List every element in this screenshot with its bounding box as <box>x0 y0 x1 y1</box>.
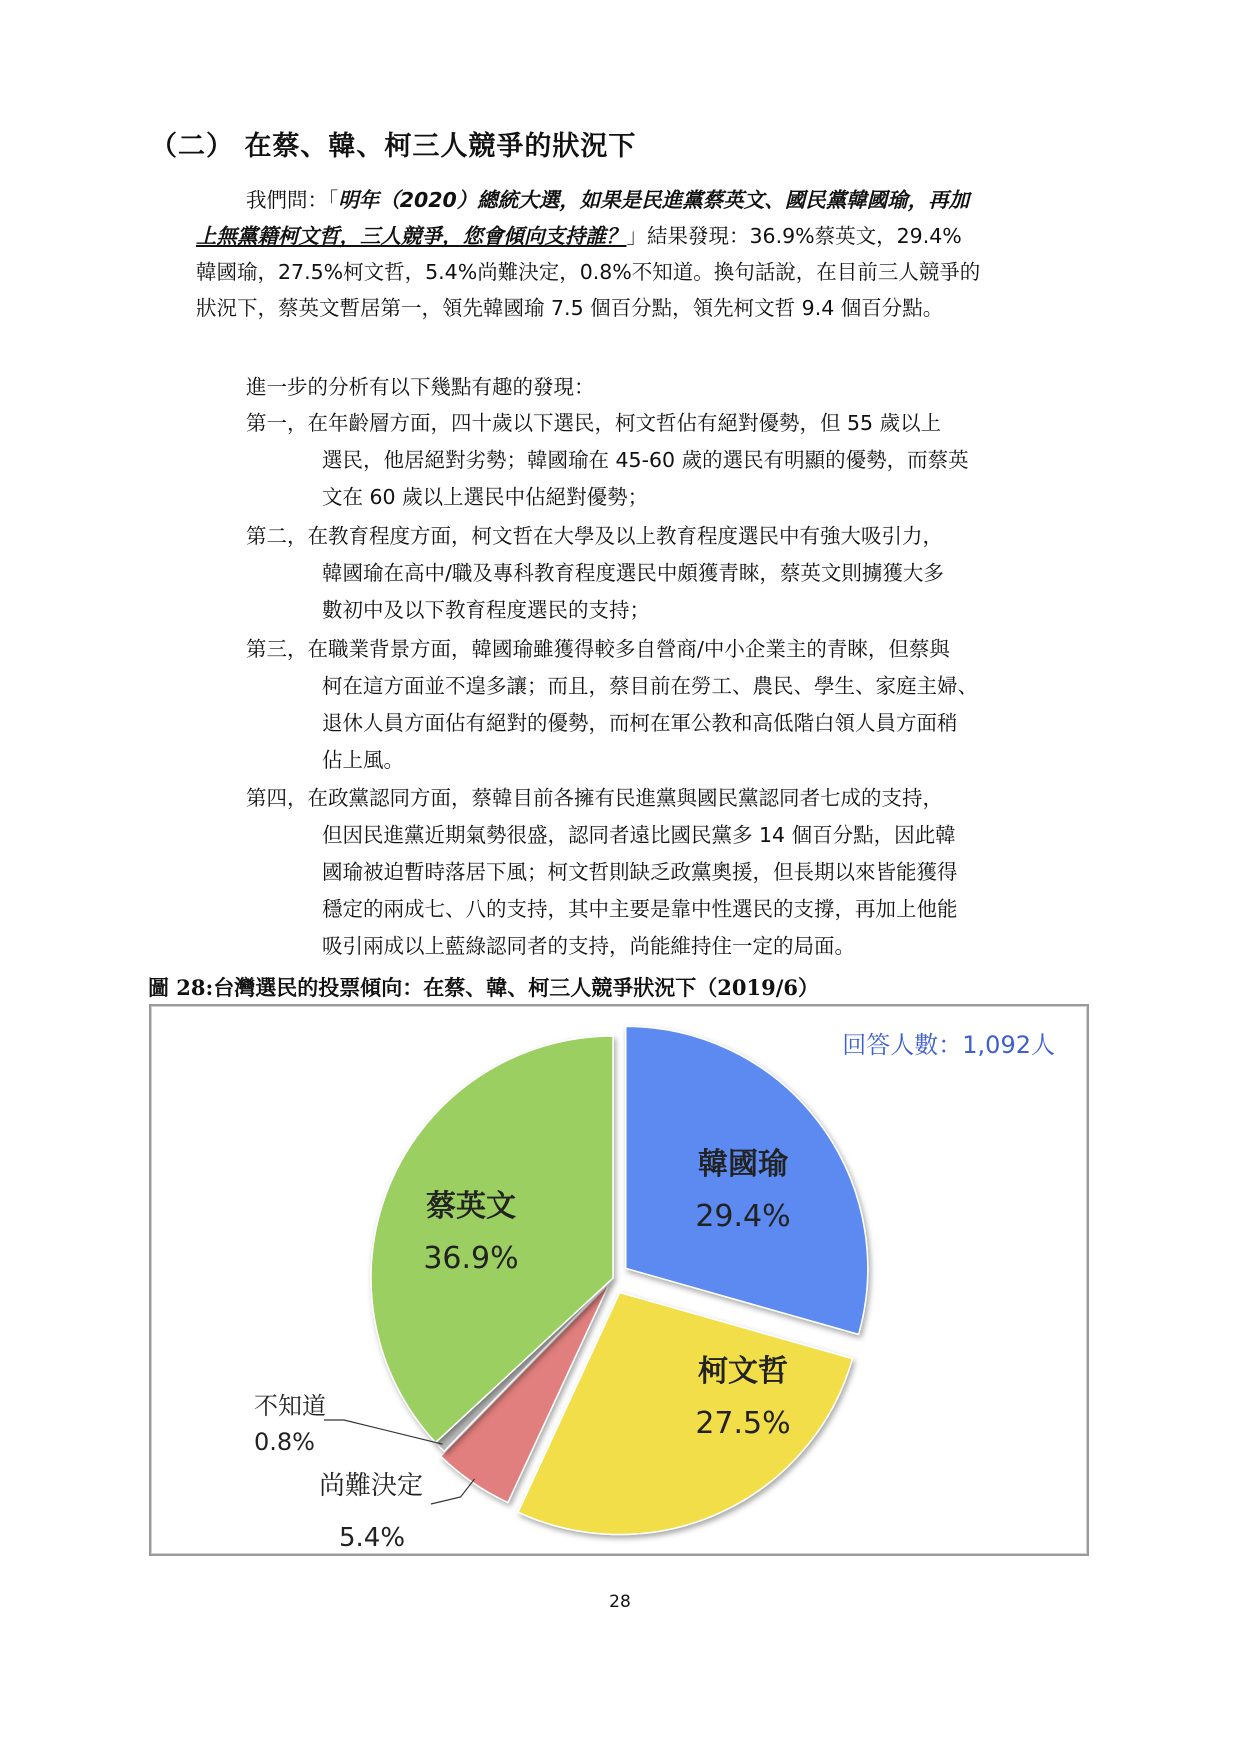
leader-line <box>431 1479 475 1504</box>
finding-item-2 <box>246 518 1106 629</box>
finding-line: 退休人員方面佔有絕對的優勢，而柯在軍公教和高低階白領人員方面稍 <box>322 711 958 735</box>
intro-line-4: 狀況下，蔡英文暫居第一，領先韓國瑜 7.5 個百分點，領先柯文哲 9.4 個百分點。 <box>196 296 944 320</box>
intro-line-2: 上無黨籍柯文哲，三人競爭，您會傾向支持誰？」結果發現：36.9%蔡英文，29.4% <box>196 224 962 248</box>
section-heading: （二） 在蔡、韓、柯三人競爭的狀況下 <box>150 131 637 162</box>
finding-line: 穩定的兩成七、八的支持，其中主要是靠中性選民的支撐，再加上他能 <box>322 897 958 921</box>
finding-line: 國瑜被迫暫時落居下風；柯文哲則缺乏政黨奧援，但長期以來皆能獲得 <box>322 860 958 884</box>
page-number: 28 <box>609 1592 631 1612</box>
pie-slices <box>371 1026 868 1534</box>
finding-line: 第一，在年齡層方面，四十歲以下選民，柯文哲佔有絕對優勢，但 55 歲以上 <box>246 411 942 435</box>
respondent-count-note: 回答人數：1,092人 <box>842 1031 1055 1059</box>
finding-line: 選民，他居絕對劣勢；韓國瑜在 45-60 歲的選民有明顯的優勢，而蔡英 <box>322 448 969 472</box>
pie-chart <box>151 1006 1087 1554</box>
slice-value-label: 5.4% <box>339 1523 406 1553</box>
finding-line: 但因民進黨近期氣勢很盛，認同者遠比國民黨多 14 個百分點，因此韓 <box>322 823 956 847</box>
slice-value-label: 29.4% <box>695 1199 791 1234</box>
slice-label: 柯文哲 <box>698 1354 788 1389</box>
finding-line: 第四，在政黨認同方面，蔡韓目前各擁有民進黨與國民黨認同者七成的支持， <box>246 786 943 810</box>
finding-item-1 <box>246 405 1106 516</box>
finding-item-3 <box>246 631 1106 779</box>
finding-line: 佔上風。 <box>322 748 404 772</box>
slice-label: 尚難決定 <box>319 1471 424 1501</box>
finding-item-4 <box>246 780 1106 965</box>
intro-line-3: 韓國瑜，27.5%柯文哲，5.4%尚難決定，0.8%不知道。換句話說，在目前三人競爭的 <box>196 260 981 284</box>
pie-chart-frame <box>149 1004 1089 1556</box>
findings-intro: 進一步的分析有以下幾點有趣的發現： <box>246 375 595 399</box>
slice-label: 不知道 <box>254 1392 326 1420</box>
finding-line: 文在 60 歲以上選民中佔絕對優勢； <box>322 485 649 509</box>
figure-caption: 圖 28:台灣選民的投票傾向：在蔡、韓、柯三人競爭狀況下（2019/6） <box>148 975 820 1000</box>
slice-value-label: 27.5% <box>695 1406 791 1441</box>
slice-value-label: 0.8% <box>254 1428 315 1456</box>
finding-line: 韓國瑜在高中/職及專科教育程度選民中頗獲青睞，蔡英文則擄獲大多 <box>322 561 944 585</box>
slice-value-label: 36.9% <box>423 1241 519 1276</box>
intro-line-1: 我們問：「明年（2020）總統大選，如果是民進黨蔡英文、國民黨韓國瑜，再加 <box>246 188 970 212</box>
finding-line: 第三，在職業背景方面，韓國瑜雖獲得較多自營商/中小企業主的青睞，但蔡與 <box>246 637 950 661</box>
finding-line: 柯在這方面並不遑多讓；而且，蔡目前在勞工、農民、學生、家庭主婦、 <box>322 674 978 698</box>
intro-paragraph <box>196 182 1096 326</box>
slice-label: 韓國瑜 <box>698 1147 788 1182</box>
finding-line: 吸引兩成以上藍綠認同者的支持，尚能維持住一定的局面。 <box>322 934 855 958</box>
pie-slice <box>371 1036 613 1443</box>
finding-line: 數初中及以下教育程度選民的支持； <box>322 598 650 622</box>
slice-label: 蔡英文 <box>426 1189 516 1224</box>
finding-line: 第二，在教育程度方面，柯文哲在大學及以上教育程度選民中有強大吸引力， <box>246 524 943 548</box>
